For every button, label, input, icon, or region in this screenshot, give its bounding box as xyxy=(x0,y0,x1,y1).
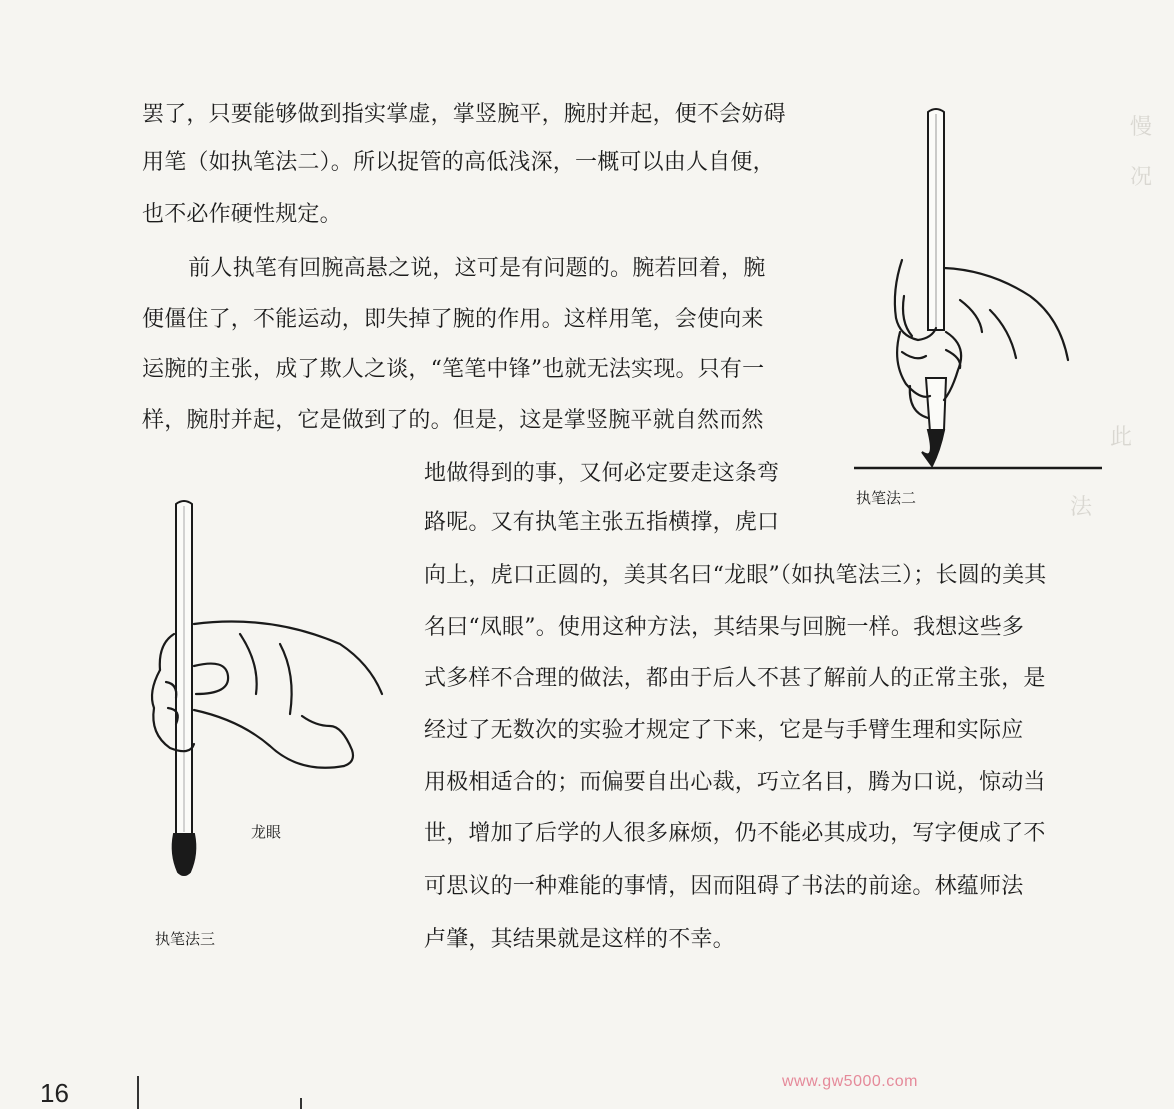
body-line-12: 式多样不合理的做法，都由于后人不甚了解前人的正常主张，是 xyxy=(424,666,1046,691)
body-line-1: 罢了，只要能够做到指实掌虚，掌竖腕平，腕肘并起，便不会妨碍 xyxy=(142,102,786,127)
body-line-4: 前人执笔有回腕高悬之说，这可是有问题的。腕若回着，腕 xyxy=(166,256,766,281)
figure-2-caption: 执笔法二 xyxy=(856,489,917,507)
body-line-3: 也不必作硬性规定。 xyxy=(142,202,342,227)
body-line-15: 世，增加了后学的人很多麻烦，仍不能必其成功，写字便成了不 xyxy=(424,821,1046,846)
book-page: 慢 况 此 法 罢了，只要能够做到指实掌虚，掌竖腕平，腕肘并起，便不会妨碍 用笔（如执笔法二）。所以捉管的高低浅深，一概可以由人自便， 也不必作硬性规定。 前人执笔有回腕高悬之说，这可是有问题的。腕若回着，腕 便僵住了，不能运动，即失掉了腕的作用。这样用笔，会使向来 运腕的主张，成了欺人之谈，“笔笔中锋”也就无法实现。只有一 样，腕肘并起，它是做到了的。但是，这是掌竖腕平就自然而然 地做得到的事，又何必定要走这条弯 路呢。又有执笔主张五指横撑，虎口 向上，虎口正圆的，美其名曰“龙眼”（如执笔法三）；长圆的美其 名曰“凤眼”。使用这种方法，其结果与回腕一样。我想这些多 式多样不合理的做法，都由于后人不甚了解前人的正常主张，是 经过了无数次的实验才规定了下来，它是与手臂生理和实际应 用极相适合的；而偏要自出心裁，巧立名目，腾为口说，惊动当 世，增加了后学的人很多麻烦，仍不能必其成功，写字便成了不 可思议的一种难能的事情，因而阻碍了书法的前途。林蕴师法 卢肇，其结果就是这样的不幸。 执笔法二 龙眼 执笔法三 16 www.gw5000.com xyxy=(40,102,1153,1108)
body-line-11: 名曰“凤眼”。使用这种方法，其结果与回腕一样。我想这些多 xyxy=(424,615,1025,640)
body-line-5: 便僵住了，不能运动，即失掉了腕的作用。这样用笔，会使向来 xyxy=(142,307,764,332)
body-line-16: 可思议的一种难能的事情，因而阻碍了书法的前途。林蕴师法 xyxy=(424,874,1024,899)
brush-grip-figure-2 xyxy=(840,100,1110,480)
body-line-2: 用笔（如执笔法二）。所以捉管的高低浅深，一概可以由人自便， xyxy=(142,150,775,175)
page-number: 16 xyxy=(40,1078,69,1108)
body-line-17: 卢肇，其结果就是这样的不幸。 xyxy=(424,927,735,952)
brush-icon xyxy=(922,109,946,466)
footer-divider-2 xyxy=(300,1098,302,1109)
body-line-14: 用极相适合的；而偏要自出心裁，巧立名目，腾为口说，惊动当 xyxy=(424,770,1046,795)
figure-3-caption: 执笔法三 xyxy=(155,930,216,948)
body-line-8: 地做得到的事，又何必定要走这条弯 xyxy=(424,461,780,486)
hand-outline xyxy=(895,260,1068,418)
body-line-7: 样，腕肘并起，它是做到了的。但是，这是掌竖腕平就自然而然 xyxy=(142,408,764,433)
figure-3-label: 龙眼 xyxy=(251,823,282,841)
body-line-13: 经过了无数次的实验才规定了下来，它是与手臂生理和实际应 xyxy=(424,718,1024,743)
body-line-6: 运腕的主张，成了欺人之谈，“笔笔中锋”也就无法实现。只有一 xyxy=(142,357,765,382)
body-line-9: 路呢。又有执笔主张五指横撑，虎口 xyxy=(424,510,780,535)
body-line-10: 向上，虎口正圆的，美其名曰“龙眼”（如执笔法三）；长圆的美其 xyxy=(424,563,1047,588)
footer-divider xyxy=(137,1076,139,1109)
site-watermark[interactable]: www.gw5000.com xyxy=(782,1073,918,1090)
